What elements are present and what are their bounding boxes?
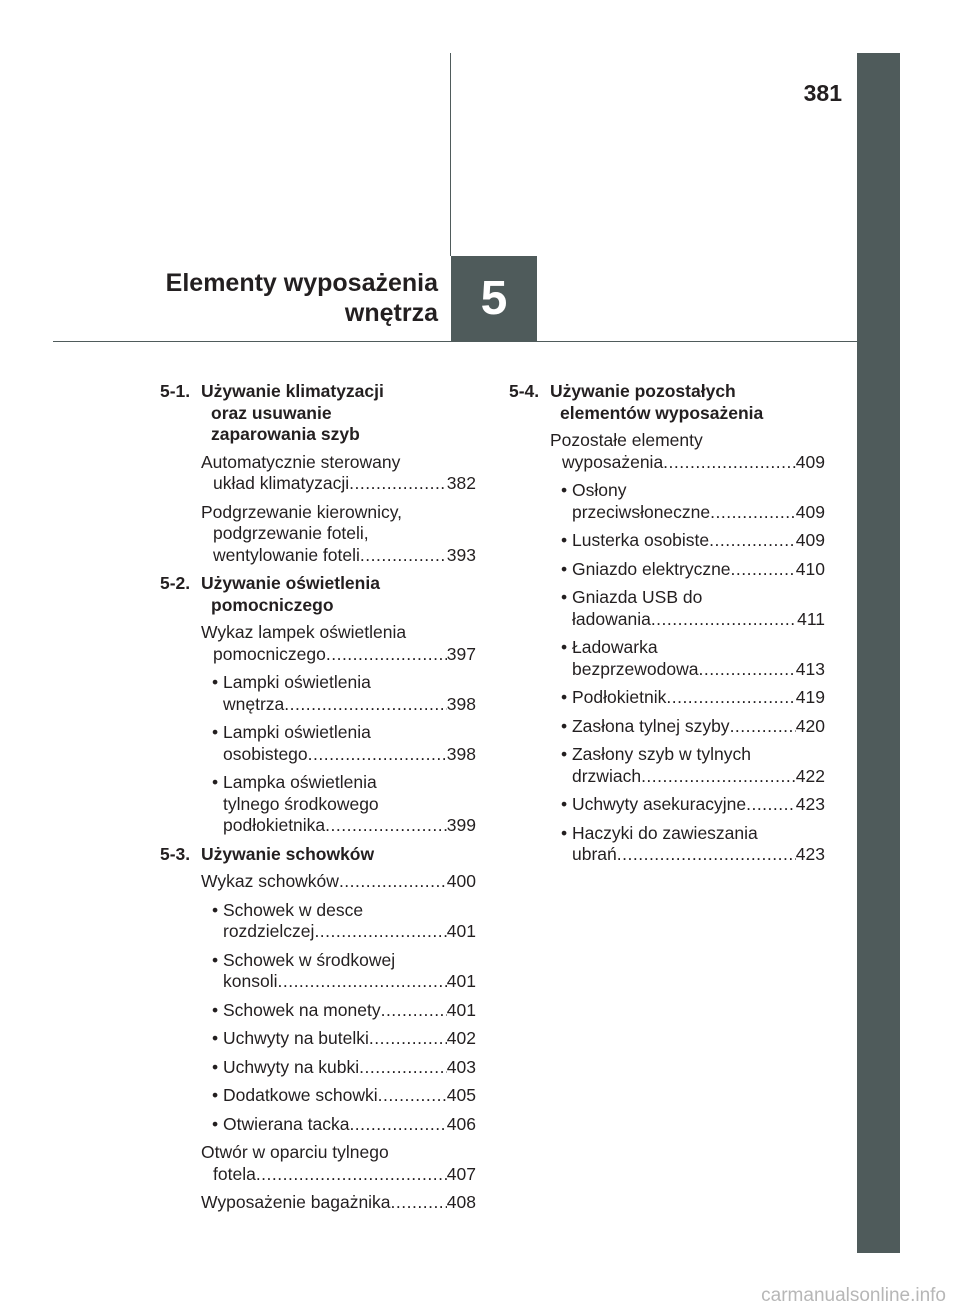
- dot-leader: [308, 744, 447, 766]
- entry-text: • Otwierana tacka: [212, 1113, 350, 1134]
- section-number: 5-2.: [160, 573, 191, 593]
- entry-page: 409: [795, 451, 825, 472]
- section-title: zaparowania szyb: [211, 424, 360, 444]
- entry-text: • Uchwyty asekuracyjne: [561, 794, 747, 814]
- toc-entry[interactable]: [212, 900, 476, 943]
- toc-entry[interactable]: [561, 823, 825, 866]
- entry-text: • Ładowarka: [561, 637, 658, 657]
- toc-column-right: [509, 381, 825, 873]
- entry-text: konsoli: [223, 971, 278, 991]
- entry-text: • Schowek na monety: [212, 999, 381, 1020]
- section-title: Używanie schowków: [201, 843, 375, 864]
- entry-page: 400: [446, 871, 476, 891]
- entry-text: • Schowek w środkowej: [212, 949, 396, 970]
- entry-text: • Lampki oświetlenia: [212, 672, 371, 692]
- entry-text: Wykaz lampek oświetlenia: [201, 622, 407, 642]
- watermark: carmanualsonline.info: [761, 1285, 946, 1306]
- toc-entry[interactable]: [212, 1000, 476, 1022]
- entry-text: wyposażenia: [562, 451, 664, 472]
- dot-leader: [360, 545, 447, 567]
- toc-entry[interactable]: [212, 772, 476, 837]
- dot-leader: [314, 921, 446, 943]
- entry-page: 409: [795, 530, 825, 550]
- toc-entry[interactable]: [201, 1142, 476, 1185]
- section-number: 5-3.: [160, 843, 191, 864]
- toc-entry[interactable]: [201, 502, 476, 567]
- chapter-number: 5: [451, 256, 537, 342]
- entry-page: 420: [795, 715, 825, 736]
- chapter-side-tab: [857, 53, 900, 1253]
- dot-leader: [663, 452, 796, 474]
- toc-section-5-2[interactable]: [160, 573, 476, 616]
- entry-text: • Lampki oświetlenia: [212, 722, 371, 742]
- dot-leader: [284, 694, 447, 716]
- chapter-title: [120, 268, 438, 328]
- section-title: Używanie oświetlenia: [201, 573, 380, 593]
- entry-text: • Gniazdo elektryczne: [561, 558, 731, 579]
- section-title: Używanie pozostałych: [550, 381, 736, 401]
- toc-entry[interactable]: [212, 950, 476, 993]
- dot-leader: [381, 1000, 447, 1022]
- entry-text: • Haczyki do zawieszania: [561, 822, 758, 843]
- entry-text: • Osłony: [561, 480, 627, 500]
- dot-leader: [391, 1192, 447, 1214]
- entry-text: • Uchwyty na kubki: [212, 1056, 360, 1077]
- dot-leader: [666, 687, 795, 709]
- entry-text: • Zasłony szyb w tylnych: [561, 744, 751, 764]
- dot-leader: [731, 559, 796, 581]
- toc-entry[interactable]: [561, 559, 825, 581]
- entry-page: 401: [446, 971, 476, 991]
- toc-entry[interactable]: [561, 637, 825, 680]
- section-number: 5-1.: [160, 381, 191, 401]
- entry-text: układ klimatyzacji: [213, 473, 350, 493]
- entry-text: wnętrza: [223, 693, 285, 714]
- toc-entry[interactable]: [561, 794, 825, 816]
- toc-column-left: [160, 381, 476, 1221]
- entry-page: 406: [446, 1113, 476, 1134]
- toc-entry[interactable]: [550, 430, 825, 473]
- entry-text: Otwór w oparciu tylnego: [201, 1142, 389, 1162]
- entry-text: drzwiach: [572, 765, 642, 786]
- entry-text: • Podłokietnik: [561, 687, 667, 707]
- toc-entry[interactable]: [561, 716, 825, 738]
- dot-leader: [617, 844, 796, 866]
- toc-entry[interactable]: [561, 687, 825, 709]
- toc-section-5-3[interactable]: [160, 844, 476, 866]
- toc-section-5-1[interactable]: [160, 381, 476, 446]
- entry-page: 401: [446, 921, 476, 941]
- toc-entry[interactable]: [201, 1192, 476, 1214]
- toc-entry[interactable]: [201, 452, 476, 495]
- dot-leader: [256, 1164, 447, 1186]
- entry-text: Podgrzewanie kierownicy,: [201, 501, 403, 522]
- entry-page: 411: [797, 608, 825, 629]
- entry-text: • Lusterka osobiste: [561, 530, 710, 550]
- entry-page: 419: [795, 687, 825, 707]
- dot-leader: [325, 815, 447, 837]
- dot-leader: [698, 659, 795, 681]
- dot-leader: [378, 1085, 447, 1107]
- entry-text: • Uchwyty na butelki: [212, 1028, 369, 1048]
- entry-page: 409: [795, 501, 825, 522]
- toc-entry[interactable]: [201, 622, 476, 665]
- toc-section-5-4[interactable]: [509, 381, 825, 424]
- entry-page: 407: [446, 1163, 476, 1184]
- dot-leader: [349, 473, 447, 495]
- chapter-title-line2: wnętrza: [344, 299, 438, 327]
- dot-leader: [326, 644, 447, 666]
- dot-leader: [746, 794, 796, 816]
- dot-leader: [349, 1114, 446, 1136]
- entry-page: 398: [446, 693, 476, 714]
- section-number: 5-4.: [509, 381, 540, 401]
- entry-text: wentylowanie foteli: [213, 544, 360, 565]
- entry-text: tylnego środkowego: [223, 793, 379, 814]
- entry-text: podgrzewanie foteli,: [213, 523, 369, 543]
- entry-page: 410: [795, 558, 825, 579]
- entry-text: • Schowek w desce: [212, 899, 364, 920]
- entry-page: 423: [795, 844, 825, 864]
- entry-page: 401: [446, 999, 476, 1020]
- chapter-title-line1: Elementy wyposażenia: [165, 269, 438, 297]
- entry-text: podłokietnika: [223, 815, 326, 835]
- toc-entry[interactable]: [212, 1057, 476, 1079]
- toc-entry[interactable]: [561, 480, 825, 523]
- dot-leader: [730, 716, 796, 738]
- entry-text: Wyposażenie bagażnika: [201, 1192, 391, 1212]
- entry-page: 402: [446, 1028, 476, 1048]
- entry-text: Automatycznie sterowany: [201, 451, 401, 472]
- page-number: 381: [803, 80, 842, 106]
- section-title: pomocniczego: [211, 594, 334, 615]
- toc-entry[interactable]: [561, 587, 825, 630]
- dot-leader: [359, 1057, 447, 1079]
- entry-page: 423: [795, 794, 825, 814]
- toc-entry[interactable]: [561, 530, 825, 552]
- dot-leader: [369, 1028, 447, 1050]
- entry-text: Wykaz schowków: [201, 871, 339, 891]
- entry-text: osobistego: [223, 743, 308, 764]
- dot-leader: [710, 502, 796, 524]
- entry-text: ubrań: [572, 844, 617, 864]
- dot-leader: [339, 871, 447, 893]
- toc-entry[interactable]: [561, 744, 825, 787]
- entry-text: • Gniazda USB do: [561, 587, 703, 607]
- toc-entry[interactable]: [212, 722, 476, 765]
- entry-text: fotela: [213, 1163, 256, 1184]
- entry-page: 393: [446, 544, 476, 565]
- entry-text: Pozostałe elementy: [550, 430, 703, 450]
- toc-entry[interactable]: [212, 672, 476, 715]
- entry-text: • Zasłona tylnej szyby: [561, 715, 730, 736]
- entry-page: 422: [795, 765, 825, 786]
- section-title: Używanie klimatyzacji: [201, 381, 384, 401]
- entry-page: 397: [446, 643, 476, 664]
- entry-text: • Dodatkowe schowki: [212, 1085, 378, 1105]
- entry-page: 405: [446, 1085, 476, 1105]
- toc-entry[interactable]: [201, 871, 476, 893]
- toc-entry[interactable]: [212, 1114, 476, 1136]
- divider-vertical: [450, 53, 451, 256]
- entry-page: 413: [795, 658, 825, 679]
- dot-leader: [641, 766, 796, 788]
- dot-leader: [651, 609, 797, 631]
- entry-text: przeciwsłoneczne: [572, 501, 711, 522]
- entry-text: rozdzielczej: [223, 921, 315, 941]
- entry-text: ładowania: [572, 608, 651, 629]
- dot-leader: [277, 971, 446, 993]
- entry-text: bezprzewodowa: [572, 658, 699, 679]
- entry-page: 408: [446, 1192, 476, 1212]
- toc-entry[interactable]: [212, 1085, 476, 1107]
- entry-page: 398: [446, 743, 476, 764]
- entry-text: pomocniczego: [213, 643, 326, 664]
- toc-entry[interactable]: [212, 1028, 476, 1050]
- entry-page: 399: [446, 815, 476, 835]
- section-title: elementów wyposażenia: [560, 402, 764, 423]
- entry-text: • Lampka oświetlenia: [212, 772, 377, 792]
- section-title: oraz usuwanie: [211, 402, 332, 423]
- entry-page: 382: [446, 473, 476, 493]
- dot-leader: [709, 530, 796, 552]
- entry-page: 403: [446, 1056, 476, 1077]
